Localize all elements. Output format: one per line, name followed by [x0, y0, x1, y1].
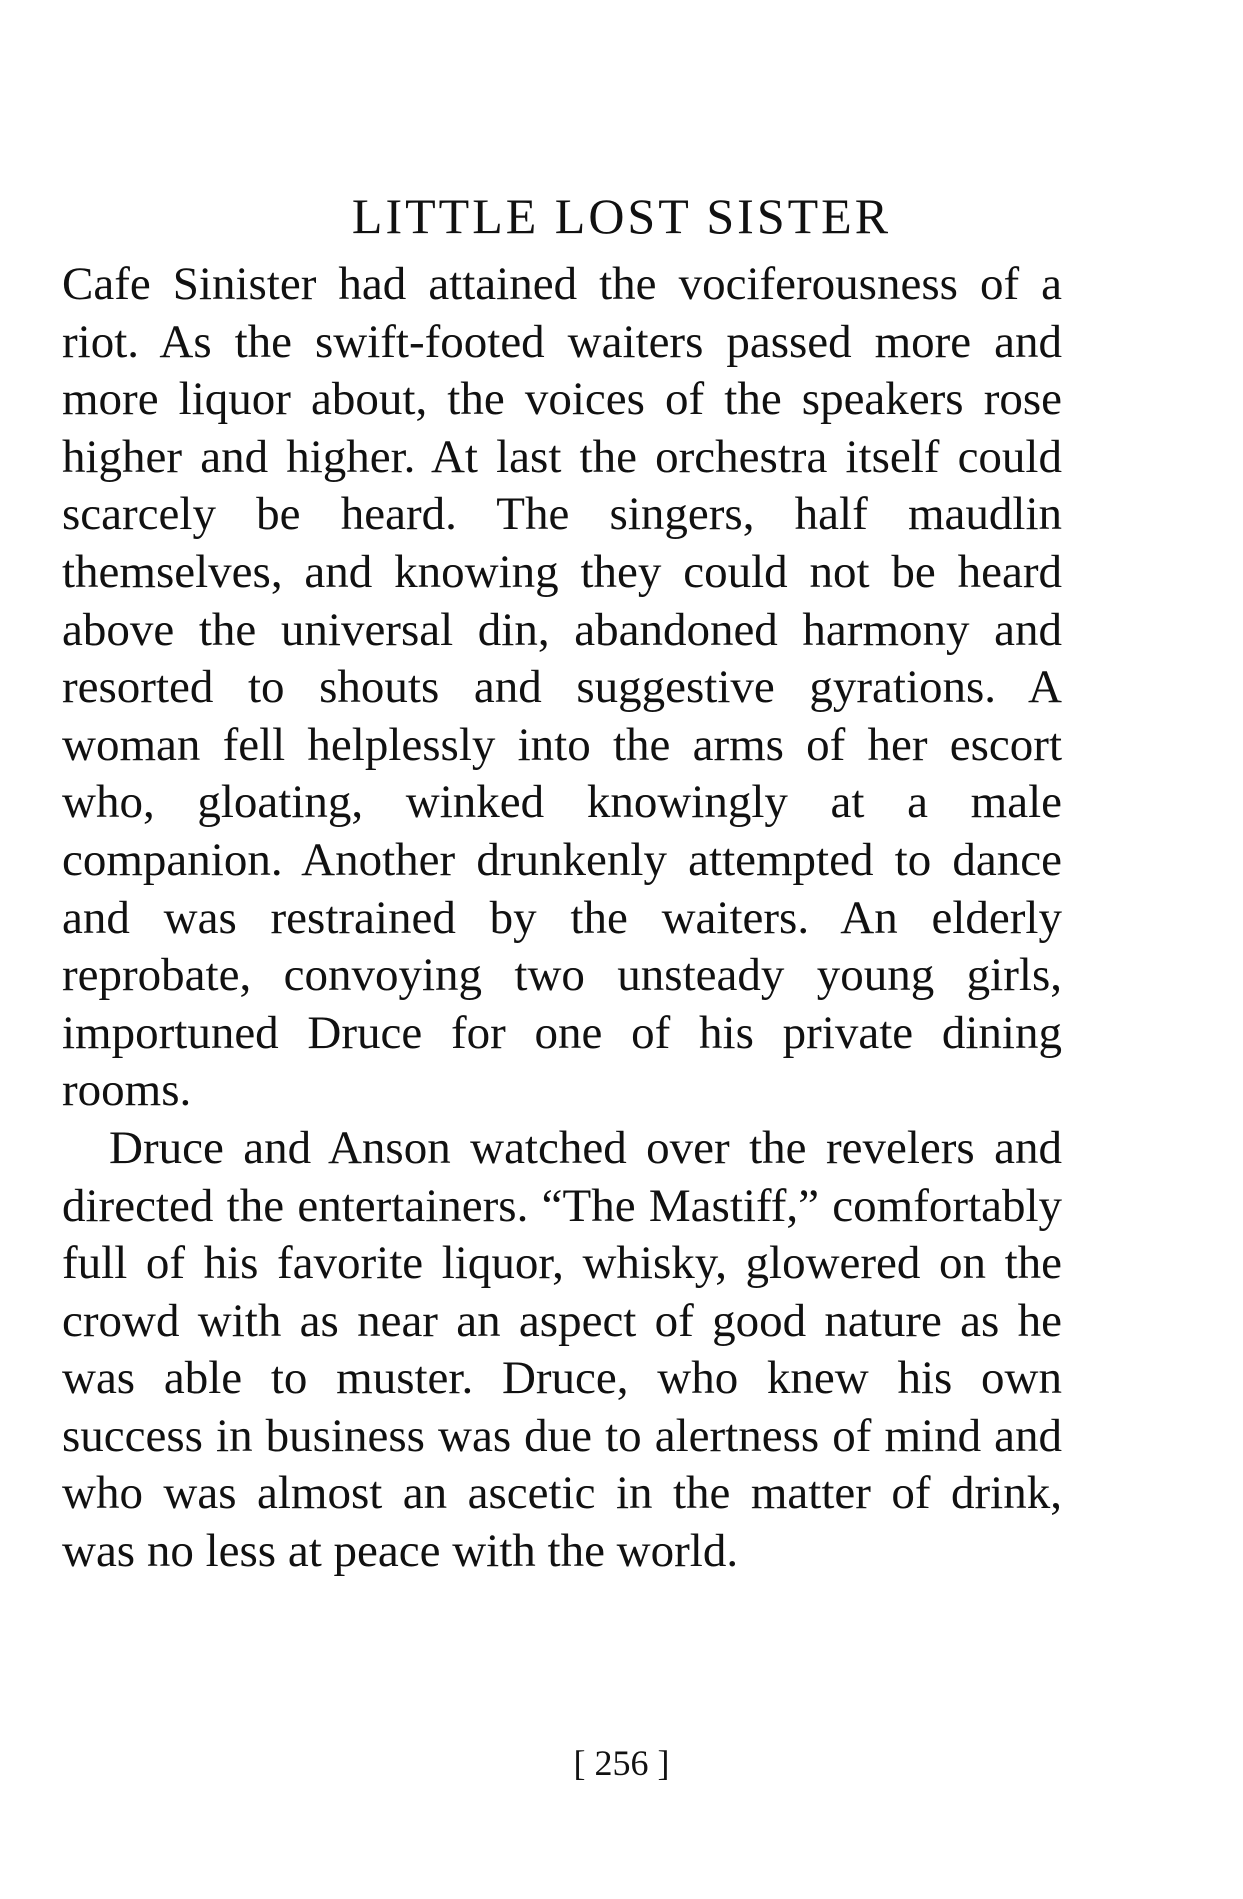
page-number: [ 256 ] [573, 1743, 670, 1783]
body-text [62, 256, 1062, 1581]
paragraph-1: Cafe Sinister had attained the vociferousness of a riot. As the swift-footed waiters passed more and more liquor about, the voices of the speakers rose higher and higher. At last the orchestra itself could scarcely be heard. The singers, half maudlin themselves, and knowing they could not be heard above the universal din, abandoned harmony and resorted to shouts and suggestive gyrations. A woman fell helplessly into the arms of her escort who, gloating, winked knowingly at a male companion. Another drunkenly attempted to dance and was restrained by the waiters. An elderly reprobate, convoying two unsteady young girls, importuned Druce for one of his private dining rooms. [62, 258, 1062, 1117]
running-head: LITTLE LOST SISTER [351, 188, 892, 244]
paragraph-2: Druce and Anson watched over the revelers and directed the entertainers. “The Mastiff,” comfortably full of his favorite liquor, whisky, glowered on the crowd with as near an aspect of good nature as he was able to muster. Druce, who knew his own success in business was due to alertness of mind and who was almost an ascetic in the matter of drink, was no less at peace with the world. [62, 1121, 1062, 1578]
